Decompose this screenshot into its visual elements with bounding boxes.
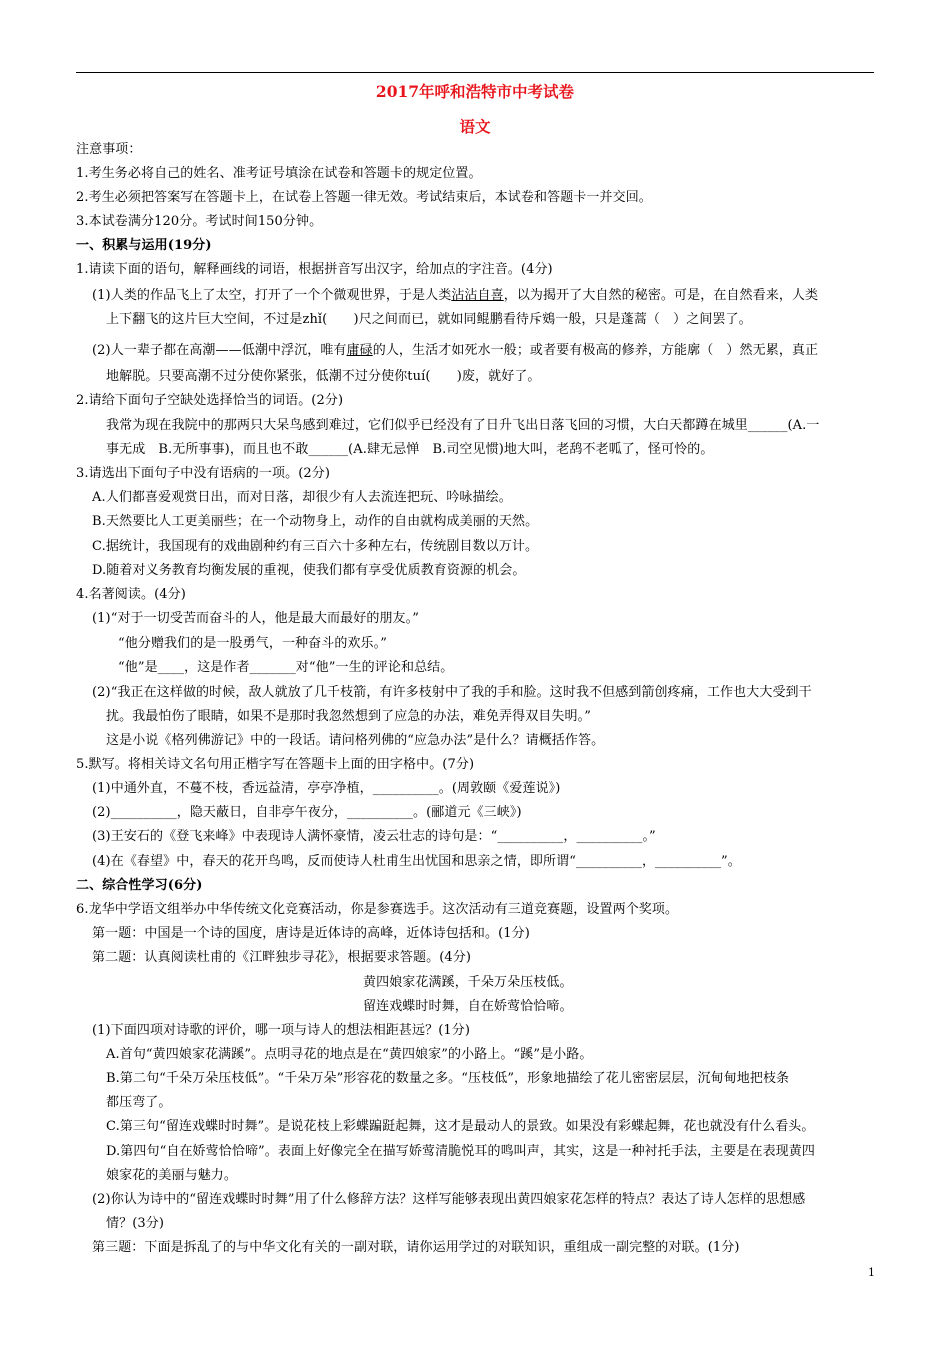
question-text: (2)你认为诗中的“留连戏蝶时时舞”用了什么修辞方法？这样写能够表现出黄四娘家花怎样的特点？表达了诗人怎样的思想感 <box>92 1192 806 1207</box>
question-stem: 3.请选出下面句子中没有语病的一项。(2分) <box>76 466 331 481</box>
question-text: 第三题：下面是拆乱了的与中华文化有关的一副对联，请你运用学过的对联知识，重组成一副完整的对联。(1分) <box>92 1240 740 1255</box>
question-text: (2)“我正在这样做的时候，敌人就放了几千枝箭，有许多枝射中了我的手和脸。这时我不但感到箭创疼痛，工作也大大受到干 <box>92 685 812 700</box>
option: 都压弯了。 <box>106 1095 172 1110</box>
question-text: (2)__________，隐天蔽日，自非亭午夜分，__________。(郦道元《三峡》) <box>92 805 522 820</box>
question-text: 事无成 B.无所事事)，而且也不敢______(A.肆无忌惮 B.司空见惯)地大叫，老鸹不老呱了，怪可怜的。 <box>106 442 714 457</box>
option: A.人们都喜爱观赏日出，而对日落，却很少有人去流连把玩、吟咏描绘。 <box>92 490 512 505</box>
notice-item: 2.考生必须把答案写在答题卡上，在试卷上答题一律无效。考试结束后，本试卷和答题卡一并交回。 <box>76 190 652 205</box>
option: 娘家花的美丽与魅力。 <box>106 1168 238 1183</box>
underlined-word: 庸碌 <box>346 343 373 358</box>
question-text: (1)中通外直，不蔓不枝，香远益清，亭亭净植，__________。(周敦颐《爱莲说》) <box>92 781 561 796</box>
question-text: “他”是____，这是作者_______对“他”一生的评论和总结。 <box>118 660 454 675</box>
question-text: 第一题：中国是一个诗的国度，唐诗是近体诗的高峰，近体诗包括和。(1分) <box>92 926 530 941</box>
section-heading: 二、综合性学习(6分) <box>76 878 203 893</box>
question-text: (3)王安石的《登飞来峰》中表现诗人满怀豪情，凌云壮志的诗句是：“__________，__________。” <box>92 829 656 844</box>
notice-item: 1.考生务必将自己的姓名、准考证号填涂在试卷和答题卡的规定位置。 <box>76 166 482 181</box>
option: C.据统计，我国现有的戏曲剧种约有三百六十多种左右，传统剧目数以万计。 <box>92 539 539 554</box>
question-text: 情？(3分) <box>106 1216 165 1231</box>
exam-title: 2017年呼和浩特市中考试卷 <box>375 82 575 101</box>
question-text: 第二题：认真阅读杜甫的《江畔独步寻花》，根据要求答题。(4分) <box>92 950 472 965</box>
question-text: 上下翻飞的这片巨大空间，不过是zhǐ( )尺之间而已，就如同鲲鹏看待斥鴳一般，只是蓬蒿（ ）之间罢了。 <box>106 312 752 327</box>
option: D.第四句“自在娇莺恰恰啼”。表面上好像完全在描写娇莺清脆悦耳的鸣叫声，其实，这是一种衬托手法，主要是在表现黄四 <box>106 1144 815 1159</box>
notice-item: 3.本试卷满分120分。考试时间150分钟。 <box>76 214 323 229</box>
option: C.第三句“留连戏蝶时时舞”。是说花枝上彩蝶蹁跹起舞，这才是最动人的景致。如果没有彩蝶起舞，花也就没有什么看头。 <box>106 1119 815 1134</box>
header-rule <box>76 72 874 73</box>
section-heading: 一、积累与运用(19分) <box>76 238 212 253</box>
question-text: (4)在《春望》中，春天的花开鸟鸣，反而使诗人杜甫生出忧国和思亲之情，即所谓“__________，__________”。 <box>92 854 741 869</box>
question-stem: 1.请读下面的语句，解释画线的词语，根据拼音写出汉字，给加点的字注音。(4分) <box>76 262 553 277</box>
option: B.天然要比人工更美丽些；在一个动物身上，动作的自由就构成美丽的天然。 <box>92 514 539 529</box>
question-text: (2)人一辈子都在高潮——低潮中浮沉，唯有庸碌的人，生活才如死水一般；或者要有极高的修养，方能廓（ ）然无累，真正 <box>92 343 819 358</box>
question-text: (1)下面四项对诗歌的评价，哪一项与诗人的想法相距甚远？(1分) <box>92 1023 471 1038</box>
notice-heading: 注意事项： <box>76 142 142 157</box>
question-text: (1)人类的作品飞上了太空，打开了一个个微观世界，于是人类沾沾自喜，以为揭开了大自然的秘密。可是，在自然看来，人类 <box>92 288 819 303</box>
question-text: 扰。我最怕伤了眼睛，如果不是那时我忽然想到了应急的办法，难免弄得双目失明。” <box>106 709 591 724</box>
poem-line: 留连戏蝶时时舞，自在娇莺恰恰啼。 <box>363 999 573 1014</box>
question-stem: 2.请给下面句子空缺处选择恰当的词语。(2分) <box>76 393 344 408</box>
question-text: 我常为现在我院中的那两只大呆鸟感到难过，它们似乎已经没有了日升飞出日落飞回的习惯，大白天都蹲在城里______(A.一 <box>106 418 820 433</box>
question-text: “他分赠我们的是一股勇气，一种奋斗的欢乐。” <box>118 636 387 651</box>
poem-line: 黄四娘家花满蹊，千朵万朵压枝低。 <box>363 975 573 990</box>
option: D.随着对义务教育均衡发展的重视，使我们都有享受优质教育资源的机会。 <box>92 563 526 578</box>
option: B.第二句“千朵万朵压枝低”。“千朵万朵”形容花的数量之多。“压枝低”，形象地描绘了花儿密密层层，沉甸甸地把枝条 <box>106 1071 790 1086</box>
question-text: (1)“对于一切受苦而奋斗的人，他是最大而最好的朋友。” <box>92 611 420 626</box>
question-text: 这是小说《格列佛游记》中的一段话。请问格列佛的“应急办法”是什么？请概括作答。 <box>106 733 605 748</box>
exam-subject: 语文 <box>459 117 491 136</box>
question-text: 地解脱。只要高潮不过分使你紧张，低潮不过分使你tuí( )废，就好了。 <box>106 369 541 384</box>
page-number: 1 <box>868 1266 875 1279</box>
question-stem: 4.名著阅读。(4分) <box>76 587 186 602</box>
question-stem: 6.龙华中学语文组举办中华传统文化竞赛活动，你是参赛选手。这次活动有三道竞赛题，设置两个奖项。 <box>76 902 679 917</box>
underlined-word: 沾沾自喜 <box>451 288 504 303</box>
question-stem: 5.默写。将相关诗文名句用正楷字写在答题卡上面的田字格中。(7分) <box>76 757 475 772</box>
option: A.首句“黄四娘家花满蹊”。点明寻花的地点是在“黄四娘家”的小路上。“蹊”是小路。 <box>106 1047 593 1062</box>
